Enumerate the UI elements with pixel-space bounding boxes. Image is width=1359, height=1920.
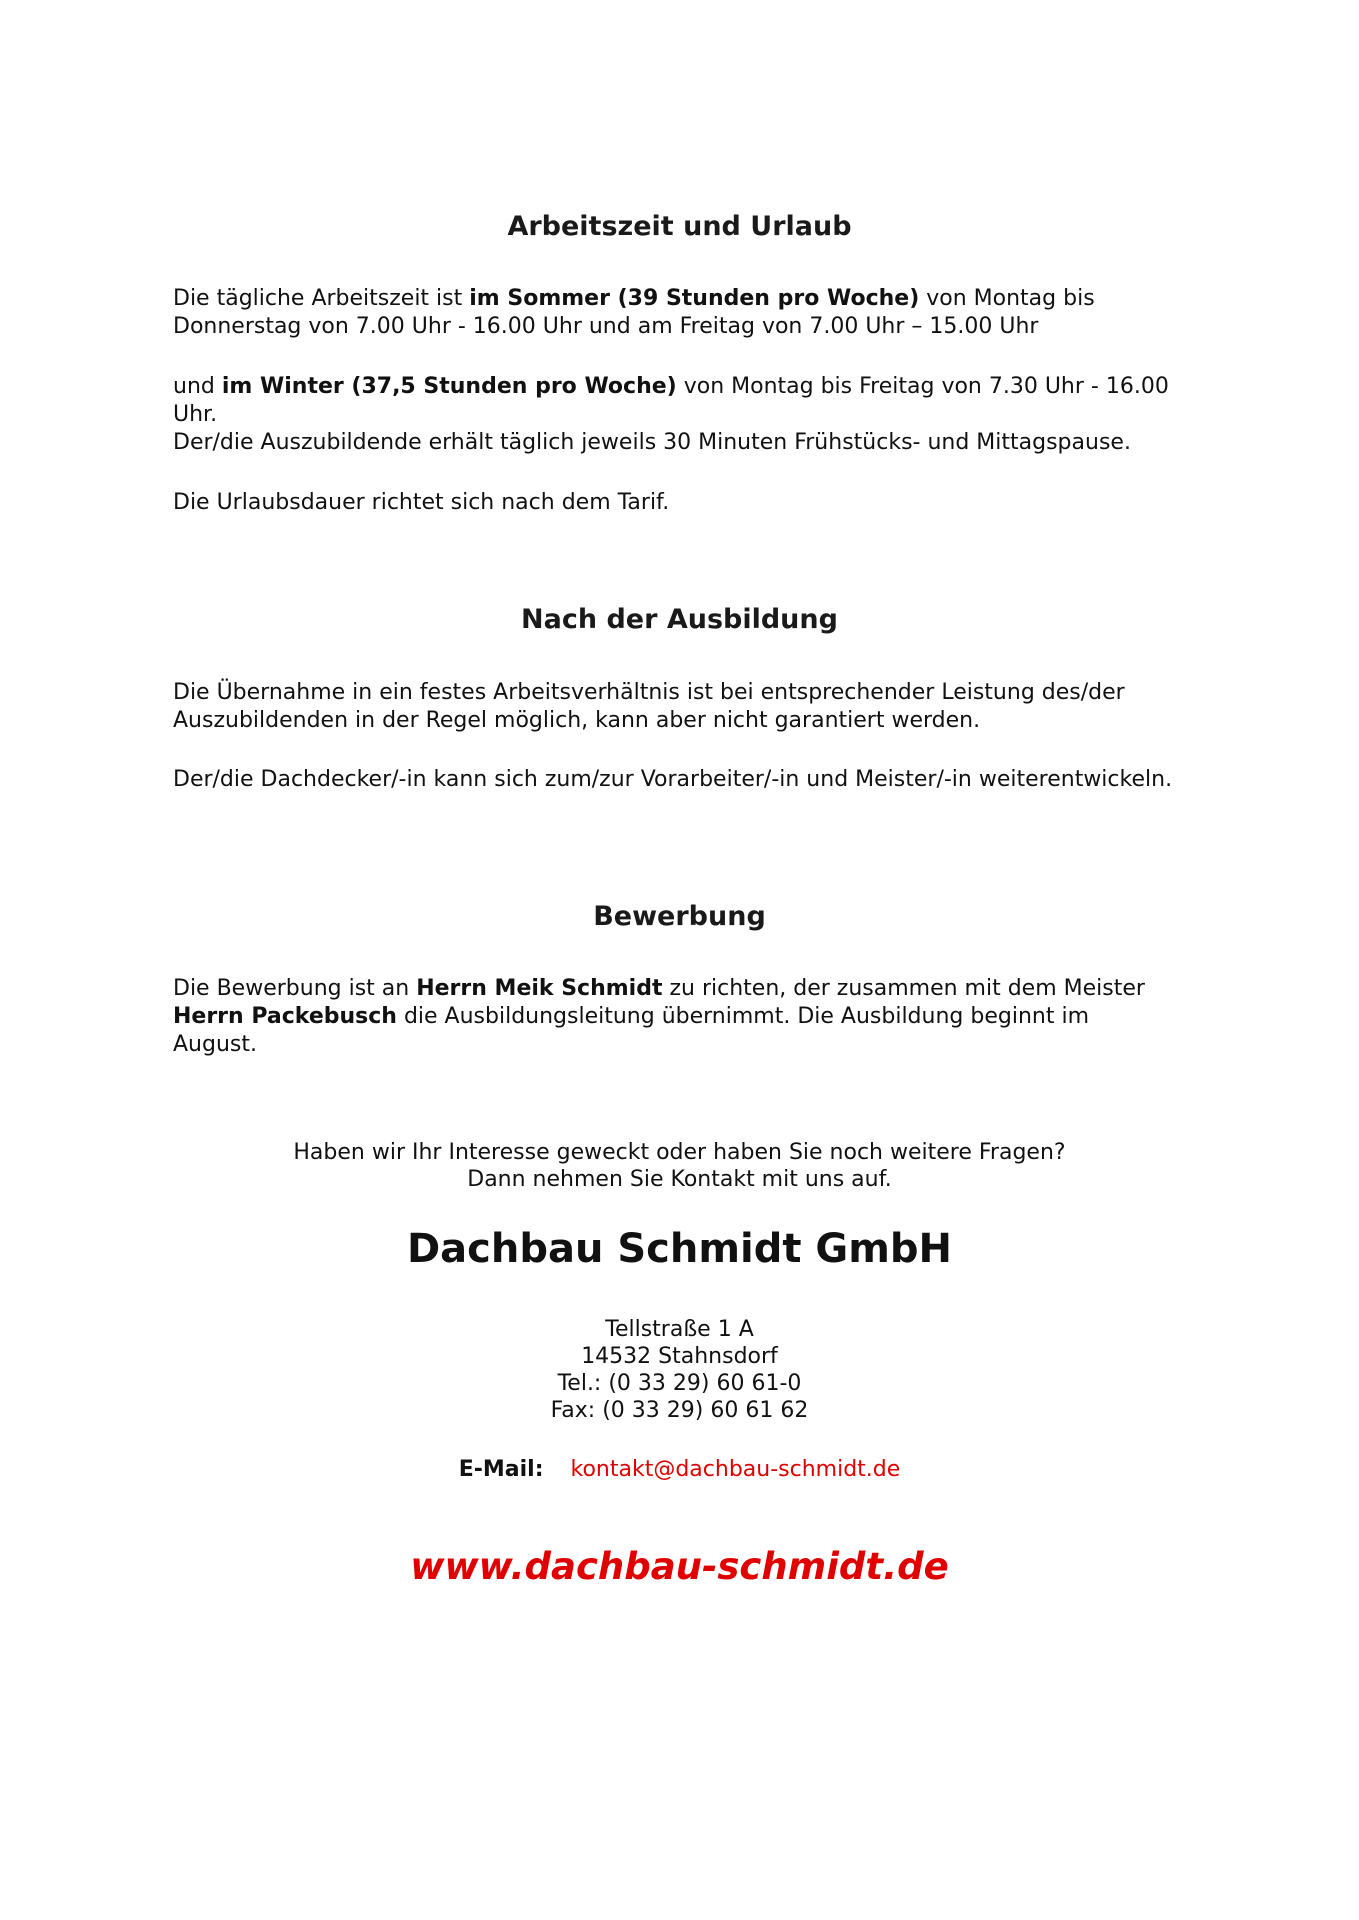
email-row (0, 1456, 1359, 1484)
contact-intro-line2: Dann nehmen Sie Kontakt mit uns auf. (467, 1167, 892, 1192)
address-block (0, 1316, 1359, 1424)
website-link[interactable]: www.dachbau-schmidt.de (410, 1545, 949, 1588)
text-span: Die Bewerbung ist an (173, 976, 417, 1001)
contact-intro-line1: Haben wir Ihr Interesse geweckt oder haben Sie noch weitere Fragen? (293, 1140, 1066, 1165)
email-link[interactable]: kontakt@dachbau-schmidt.de (570, 1457, 901, 1482)
heading-arbeitszeit: Arbeitszeit und Urlaub (507, 211, 852, 242)
heading-bewerbung: Bewerbung (593, 901, 766, 932)
phone-number: Tel.: (0 33 29) 60 61-0 (557, 1371, 802, 1396)
paragraph-bewerbung (173, 975, 1173, 1059)
text-span: Die tägliche Arbeitszeit ist (173, 286, 470, 311)
bold-sommer: im Sommer (39 Stunden pro Woche) (469, 286, 920, 311)
paragraph-arbeitszeit-winter (173, 373, 1173, 457)
text-span: zu richten, der zusammen mit dem Meister (662, 976, 1145, 1001)
text-span: die Ausbildungsleitung übernimmt. Die Ausbildung beginnt im August. (173, 1004, 1089, 1057)
heading-nach-ausbildung: Nach der Ausbildung (521, 604, 838, 635)
text-span: von Montag bis Donnerstag von 7.00 Uhr - 16.00 Uhr und am Freitag von 7.00 Uhr – 15.00 Uhr (173, 286, 1095, 339)
text-span: und (173, 374, 222, 399)
bold-name: Herrn Packebusch (173, 1004, 397, 1029)
paragraph-uebernahme: Die Übernahme in ein festes Arbeitsverhältnis ist bei entsprechender Leistung des/der Auszubildenden in der Regel möglich, kann aber nicht garantiert werden. (173, 680, 1125, 733)
text-span: Der/die Auszubildende erhält täglich jeweils 30 Minuten Frühstücks- und Mittagspause. (173, 430, 1131, 455)
address-street: Tellstraße 1 A (605, 1317, 754, 1342)
paragraph-urlaub: Die Urlaubsdauer richtet sich nach dem Tarif. (173, 490, 670, 515)
company-name: Dachbau Schmidt GmbH (406, 1226, 953, 1272)
bold-winter: im Winter (37,5 Stunden pro Woche) (221, 374, 677, 399)
paragraph-weiterentwicklung: Der/die Dachdecker/-in kann sich zum/zur Vorarbeiter/-in und Meister/-in weiterentwickeln. (173, 767, 1173, 792)
contact-intro (0, 1139, 1359, 1193)
paragraph-arbeitszeit-sommer (173, 285, 1173, 341)
text-span: von Montag bis Freitag von 7.30 Uhr - 16.00 Uhr. (173, 374, 1169, 427)
address-city: 14532 Stahnsdorf (581, 1344, 778, 1369)
bold-name: Herrn Meik Schmidt (416, 976, 663, 1001)
fax-number: Fax: (0 33 29) 60 61 62 (550, 1398, 809, 1423)
email-label: E-Mail: (458, 1457, 544, 1482)
